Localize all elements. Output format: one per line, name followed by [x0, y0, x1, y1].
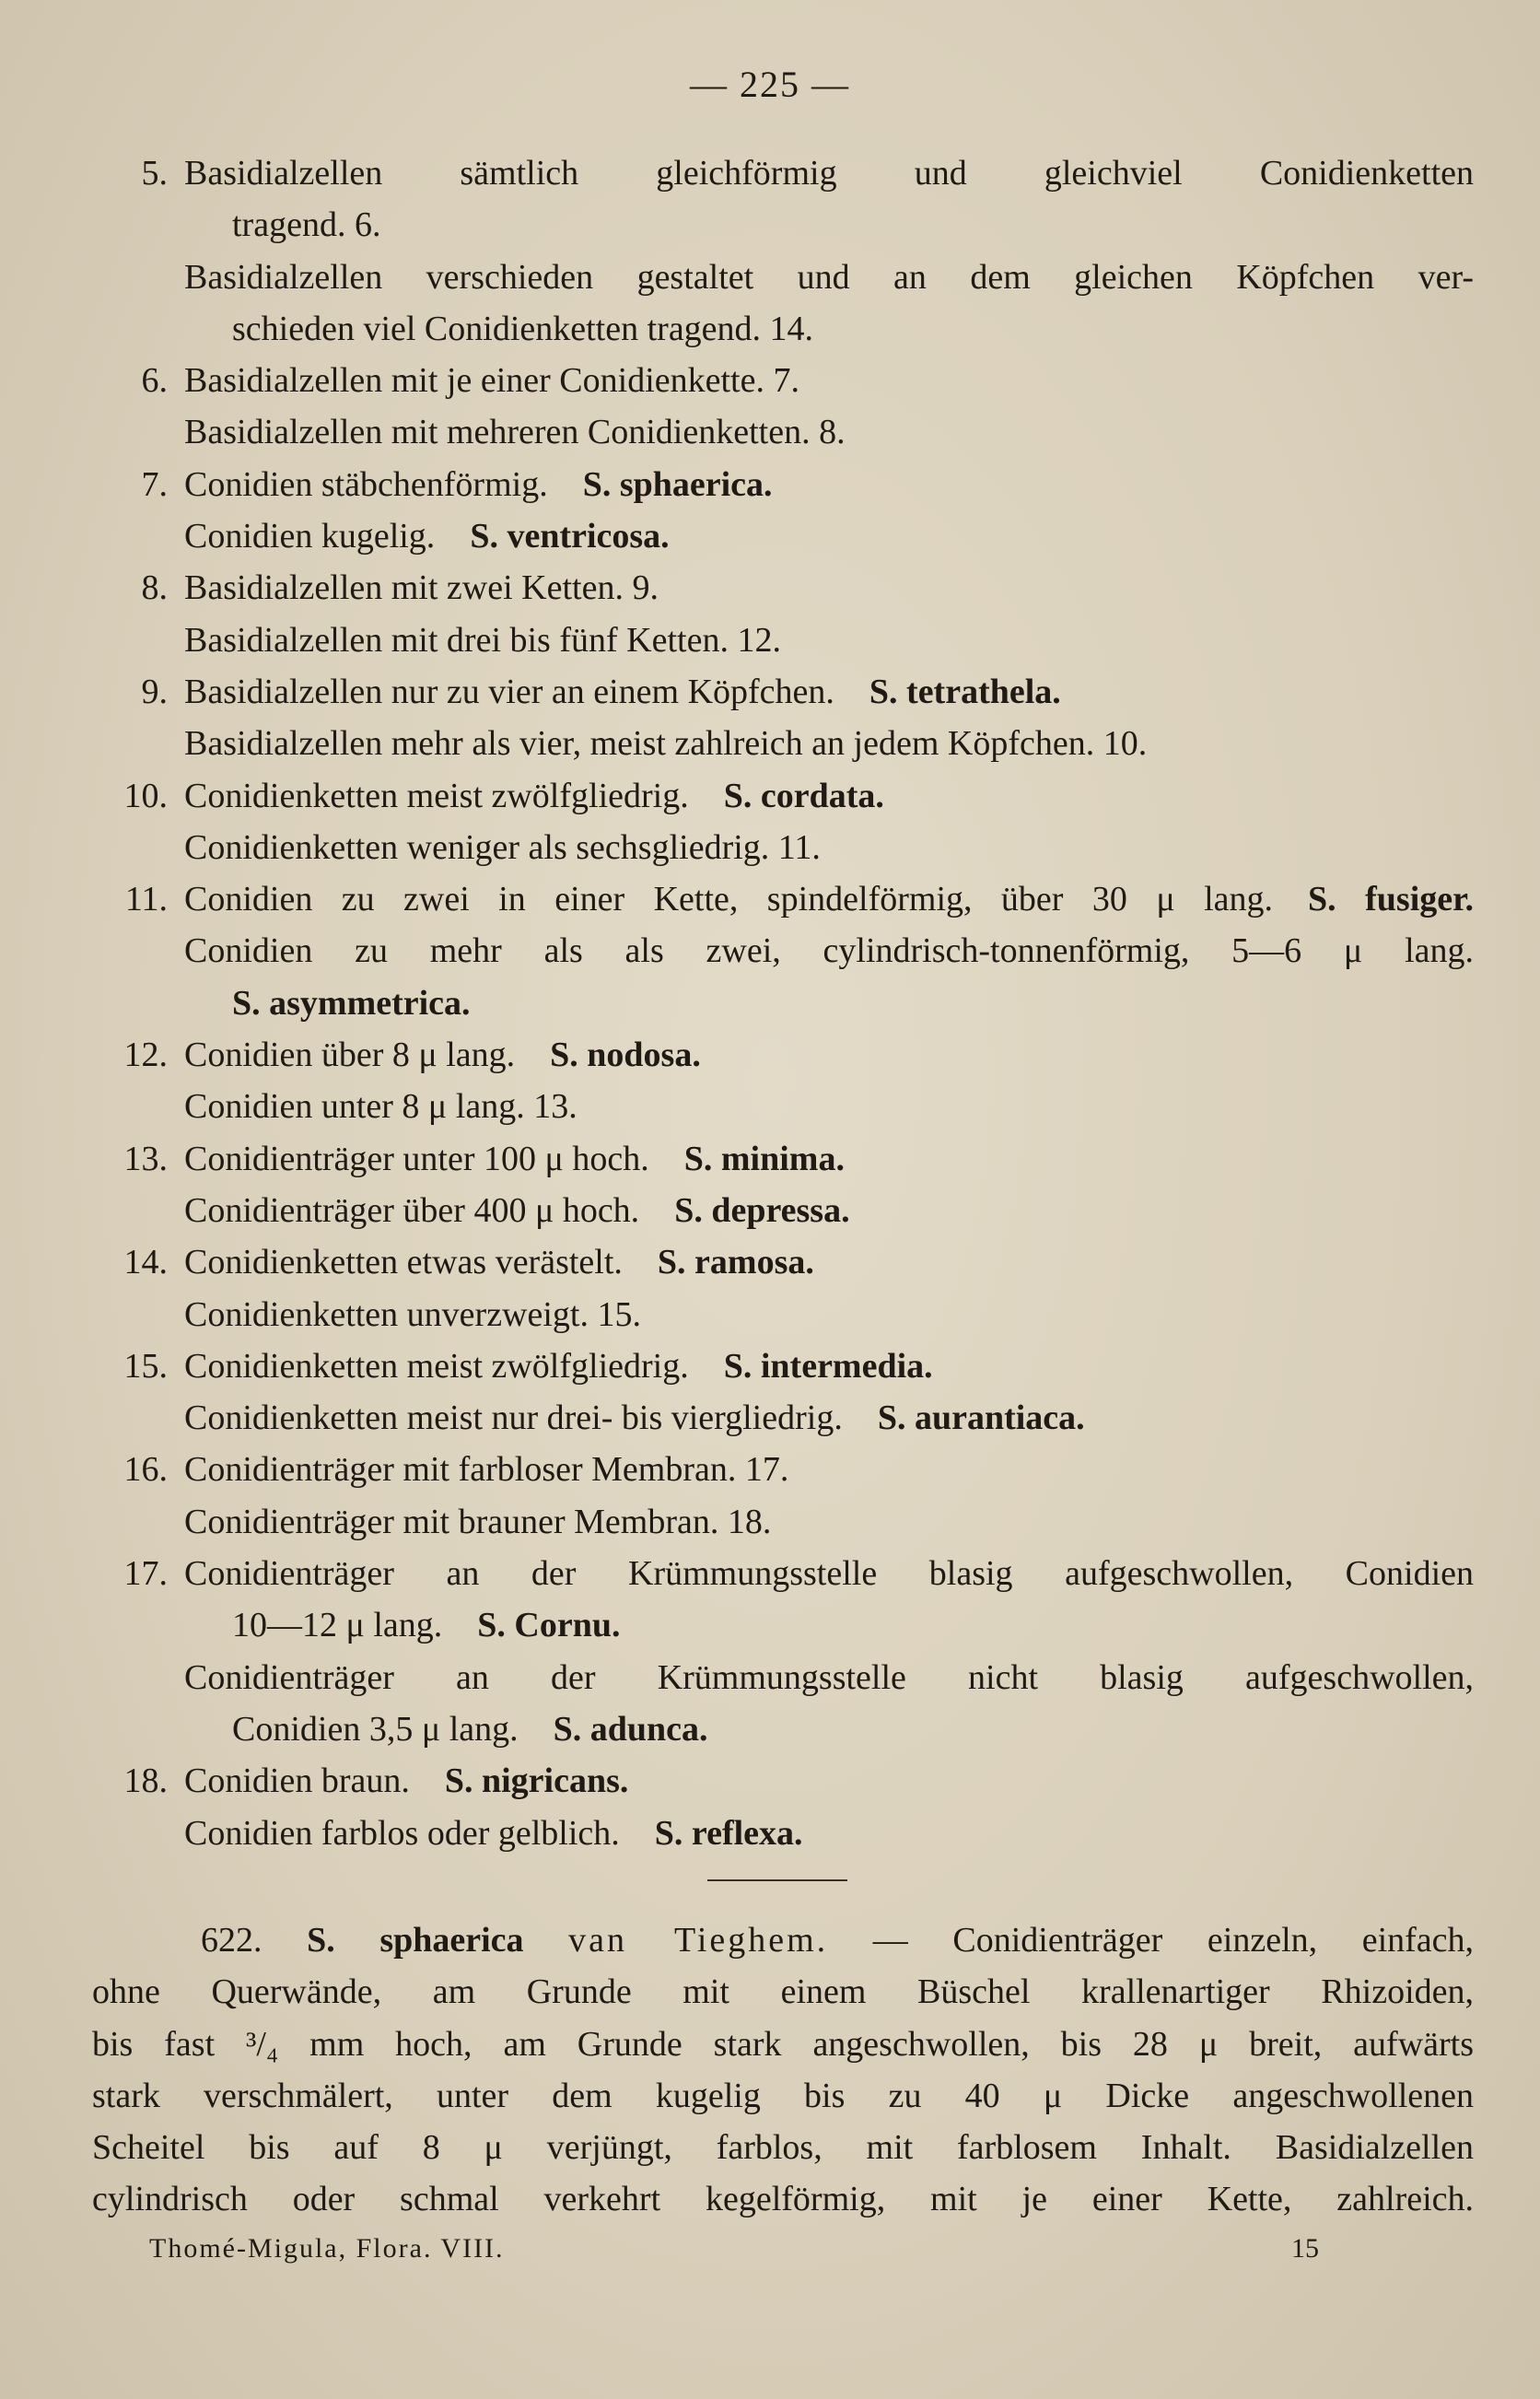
key-line [184, 1703, 1474, 1755]
key-line-text: Conidien farblos oder gelblich. [184, 1813, 620, 1853]
key-line-text: Basidialzellen mit je einer Conidienkette. 7. [184, 361, 799, 401]
key-line [184, 1289, 1474, 1340]
key-entry-lines [184, 1444, 1474, 1548]
footer-signature: 15 [1291, 2233, 1319, 2264]
key-entry-lines [184, 355, 1474, 459]
species-text-line: stark verschmälert, unter dem kugelig bis zu 40 μ Dicke angeschwollenen [92, 2076, 1474, 2115]
key-species-name: S. fusiger. [1308, 880, 1474, 919]
key-line [184, 822, 1474, 873]
key-line [184, 562, 1474, 614]
key-line [184, 666, 1474, 718]
key-species-name: S. minima. [683, 1139, 845, 1178]
key-line-text: Conidienketten etwas verästelt. [184, 1243, 623, 1282]
key-entry-lines [184, 1548, 1474, 1755]
key-line-text: Conidienträger über 400 μ hoch. [184, 1190, 640, 1230]
key-line [184, 1548, 1474, 1599]
species-name: S. sphaerica [307, 1921, 524, 1960]
key-entry-lines [184, 873, 1474, 1029]
key-entry-lines [184, 1340, 1474, 1445]
key-species-name: S. adunca. [553, 1709, 708, 1749]
key-entry-lines [184, 1029, 1474, 1133]
species-text-line: ohne Querwände, am Grunde mit einem Büschel krallenartiger Rhizoiden, [92, 1972, 1474, 2012]
key-line-text: Conidien unter 8 μ lang. 13. [184, 1087, 578, 1127]
key-line [184, 1081, 1474, 1132]
key-line [184, 1755, 1474, 1807]
key-line-text: Basidialzellen mit mehreren Conidienketten. 8. [184, 413, 846, 452]
key-entry [92, 459, 1474, 563]
key-line-text: Conidien zu zwei in einer Kette, spindelförmig, über 30 μ lang. [184, 880, 1274, 919]
key-entry [92, 770, 1474, 874]
key-species-name: S. ramosa. [657, 1243, 814, 1282]
key-entry [92, 562, 1474, 666]
key-entry-number: 7. [141, 464, 168, 504]
key-entry [92, 1340, 1474, 1445]
key-line-text: Conidien kugelig. [184, 517, 436, 556]
key-species-name: S. nigricans. [444, 1761, 629, 1801]
key-entry [92, 1548, 1474, 1755]
species-description-line [92, 1914, 1474, 1966]
key-line [184, 1392, 1474, 1444]
key-line [184, 252, 1474, 303]
species-author: van Tieghem. [568, 1921, 829, 1960]
page-footer [149, 2233, 1319, 2264]
key-line-text: Conidienträger an der Krümmungsstelle nicht blasig aufgeschwollen, [184, 1657, 1474, 1697]
identification-key [92, 147, 1474, 1859]
key-entry [92, 1444, 1474, 1548]
key-entry-number: 11. [124, 880, 168, 919]
key-species-name: S. nodosa. [550, 1036, 701, 1075]
key-line [184, 1340, 1474, 1392]
key-species-name: S. intermedia. [723, 1346, 933, 1386]
key-entry [92, 1236, 1474, 1340]
key-entry [92, 666, 1474, 770]
key-line-text: tragend. 6. [232, 205, 381, 245]
species-number: 622. [201, 1921, 262, 1960]
key-line-text: Conidienträger mit farbloser Membran. 17. [184, 1450, 789, 1490]
species-text-line: bis fast ³/₄ mm hoch, am Grunde stark angeschwollen, bis 28 μ breit, aufwärts [92, 2024, 1474, 2064]
key-line [184, 1133, 1474, 1185]
key-entry-number: 12. [123, 1036, 168, 1075]
key-species-name: S. cordata. [723, 776, 884, 815]
key-line [184, 510, 1474, 562]
species-text-line: cylindrisch oder schmal verkehrt kegelförmig, mit je einer Kette, zahlreich. [92, 2180, 1474, 2219]
key-line [184, 1496, 1474, 1548]
key-species-name: S. depressa. [674, 1190, 850, 1230]
key-line-text: Conidienketten meist zwölfgliedrig. [184, 776, 689, 815]
key-entry [92, 1133, 1474, 1237]
key-line-text: Basidialzellen mit drei bis fünf Ketten. 12. [184, 620, 781, 660]
species-text-line: — Conidienträger einzeln, einfach, [872, 1921, 1475, 1960]
key-entry-lines [184, 770, 1474, 874]
species-text-line: Scheitel bis auf 8 μ verjüngt, farblos, mit farblosem Inhalt. Basidialzellen [92, 2128, 1474, 2168]
key-entry-number: 15. [123, 1346, 168, 1386]
key-line [184, 873, 1474, 925]
key-entry-lines [184, 1236, 1474, 1340]
key-line-text: Basidialzellen verschieden gestaltet und an dem gleichen Köpfchen ver- [184, 257, 1474, 297]
key-entry-lines [184, 562, 1474, 666]
key-entry-number: 5. [141, 154, 168, 193]
key-line [184, 1808, 1474, 1859]
key-line-text: Conidien über 8 μ lang. [184, 1036, 516, 1075]
key-line [184, 303, 1474, 355]
key-entry [92, 1755, 1474, 1859]
key-species-name: S. reflexa. [654, 1813, 803, 1853]
key-line-text: Conidien 3,5 μ lang. [232, 1709, 519, 1749]
key-line [184, 147, 1474, 199]
section-divider [707, 1879, 847, 1881]
key-entry-number: 10. [123, 776, 168, 815]
key-line [184, 1599, 1474, 1651]
key-line-text: Conidienketten weniger als sechsgliedrig. 11. [184, 827, 821, 867]
key-entry-lines [184, 1755, 1474, 1859]
key-entry-number: 18. [123, 1761, 168, 1801]
key-species-name: S. aurantiaca. [877, 1398, 1085, 1438]
key-line [184, 977, 1474, 1029]
species-description [92, 1914, 1474, 2226]
key-line-text: 10—12 μ lang. [232, 1606, 443, 1645]
key-line-text: Conidien stäbchenförmig. [184, 464, 548, 504]
key-line-text: Conidienträger unter 100 μ hoch. [184, 1139, 649, 1178]
key-line-text: Basidialzellen sämtlich gleichförmig und gleichviel Conidienketten [184, 154, 1474, 193]
key-species-name: S. ventricosa. [470, 517, 670, 556]
key-line-text: Conidienträger mit brauner Membran. 18. [184, 1502, 772, 1541]
key-species-name: S. Cornu. [477, 1606, 621, 1645]
key-line-text: Conidienträger an der Krümmungsstelle blasig aufgeschwollen, Conidien [184, 1554, 1474, 1594]
key-line [184, 1444, 1474, 1495]
key-entry-number: 6. [141, 361, 168, 401]
key-line-text: Conidienketten meist zwölfgliedrig. [184, 1346, 689, 1386]
key-entry [92, 147, 1474, 355]
key-line [184, 355, 1474, 406]
key-line [184, 614, 1474, 666]
key-line-text: schieden viel Conidienketten tragend. 14. [232, 309, 814, 348]
key-line-text: Basidialzellen mit zwei Ketten. 9. [184, 568, 659, 608]
key-line [184, 1029, 1474, 1081]
key-line-text: Basidialzellen nur zu vier an einem Köpfchen. [184, 672, 834, 711]
key-line [184, 1185, 1474, 1236]
key-line-text: Conidien braun. [184, 1761, 410, 1801]
key-entry-number: 8. [141, 568, 168, 608]
page-number-header: — 225 — [690, 64, 850, 105]
key-line-text: Conidien zu mehr als als zwei, cylindrisch-tonnenförmig, 5—6 μ lang. [184, 931, 1474, 971]
key-line [184, 1652, 1474, 1703]
key-line [184, 199, 1474, 251]
key-entry-lines [184, 666, 1474, 770]
key-line [184, 459, 1474, 510]
key-entry-lines [184, 459, 1474, 563]
key-entry [92, 1029, 1474, 1133]
key-species-name: S. tetrathela. [869, 672, 1061, 711]
key-entry-lines [184, 147, 1474, 355]
footer-citation: Thomé-Migula, Flora. VIII. [149, 2233, 505, 2264]
key-species-name: S. sphaerica. [582, 464, 773, 504]
key-line [184, 406, 1474, 458]
key-line [184, 1236, 1474, 1288]
key-entry [92, 355, 1474, 459]
key-entry-lines [184, 1133, 1474, 1237]
key-entry-number: 9. [141, 672, 168, 711]
key-line-text: Basidialzellen mehr als vier, meist zahlreich an jedem Köpfchen. 10. [184, 724, 1148, 764]
key-line [184, 925, 1474, 977]
key-entry-number: 16. [123, 1450, 168, 1490]
key-line-text: Conidienketten unverzweigt. 15. [184, 1294, 641, 1334]
key-species-name: S. asymmetrica. [232, 983, 471, 1023]
key-entry-number: 14. [123, 1243, 168, 1282]
key-entry-number: 13. [123, 1139, 168, 1178]
key-entry [92, 873, 1474, 1029]
key-line [184, 770, 1474, 822]
key-entry-number: 17. [123, 1554, 168, 1594]
key-line-text: Conidienketten meist nur drei- bis viergliedrig. [184, 1398, 843, 1438]
key-line [184, 718, 1474, 769]
